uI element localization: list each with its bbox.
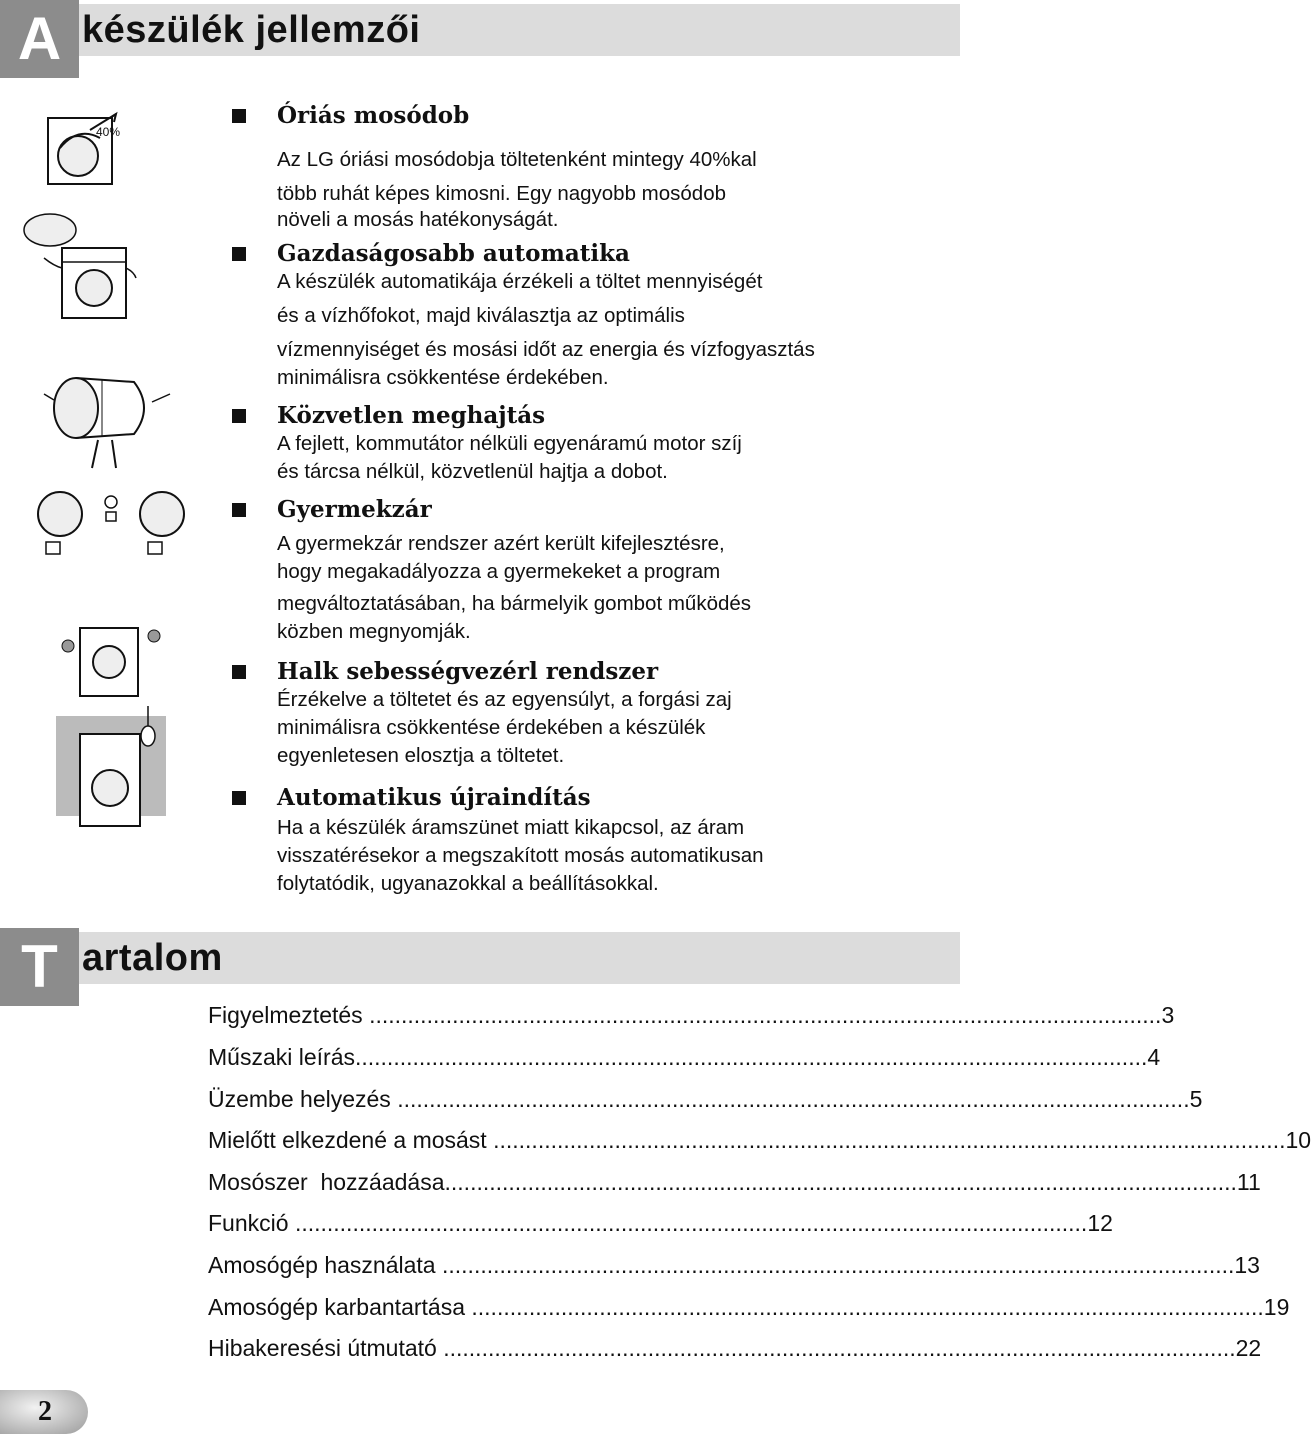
toc-label: Amosógép karbantartása (208, 1294, 472, 1320)
feature-description: és a vízhőfokot, majd kiválasztja az optimális (277, 304, 685, 327)
toc-page-number: 10 (1285, 1127, 1311, 1153)
feature-title: Gazdaságosabb automatika (277, 240, 630, 267)
toc-label: Figyelmeztetés (208, 1002, 370, 1028)
toc-leader-dots: ............................................................................................................................ (397, 1086, 1190, 1112)
header-initial-letter: A (0, 0, 79, 78)
feature-description: visszatérésekor a megszakított mosás automatikusan (277, 844, 764, 867)
toc-entry[interactable] (208, 1123, 1311, 1157)
feature-description: növeli a mosás hatékonyságát. (277, 208, 559, 231)
feature-description: egyenletesen elosztja a töltetet. (277, 744, 565, 767)
toc-entry[interactable] (208, 1206, 1113, 1240)
toc-leader-dots: ............................................................................................................................ (444, 1169, 1237, 1195)
toc-label: Mielőtt elkezdené a mosást (208, 1127, 494, 1153)
toc-entry[interactable] (208, 1082, 1203, 1116)
feature-title: Automatikus újraindítás (277, 784, 591, 811)
toc-leader-dots: ............................................................................................................................ (294, 1210, 1088, 1236)
section-title: készülék jellemzői (82, 9, 421, 51)
toc-leader-dots: ............................................................................................................................ (442, 1252, 1235, 1278)
feature-description: vízmennyiséget és mosási időt az energia és vízfogyasztás (277, 338, 815, 361)
toc-entry[interactable] (208, 1165, 1261, 1199)
toc-page-number: 22 (1235, 1335, 1262, 1361)
restart-illustration (52, 706, 172, 830)
toc-page-number: 4 (1147, 1044, 1161, 1070)
toc-label: Műszaki leírás (208, 1044, 355, 1070)
feature-description: minimálisra csökkentése érdekében a készülék (277, 716, 706, 739)
bullet-square-icon (232, 109, 246, 123)
capacity-label: 40% (96, 125, 121, 139)
bullet-square-icon (232, 247, 246, 261)
toc-entry[interactable] (208, 1290, 1290, 1324)
feature-title: Halk sebességvezérl rendszer (277, 658, 659, 685)
section-header-features (0, 0, 960, 78)
child-lock-illustration (36, 490, 188, 562)
toc-label: Mosószer hozzáadása (208, 1169, 445, 1195)
toc-leader-dots: ............................................................................................................................ (443, 1335, 1236, 1361)
feature-description: minimálisra csökkentése érdekében. (277, 366, 609, 389)
toc-leader-dots: ............................................................................................................................ (471, 1294, 1264, 1320)
toc-leader-dots: ............................................................................................................................ (369, 1002, 1162, 1028)
toc-page-number: 13 (1234, 1252, 1260, 1278)
bullet-square-icon (232, 791, 246, 805)
toc-leader-dots: ............................................................................................................................ (493, 1127, 1286, 1153)
toc-label: Hibakeresési útmutató (208, 1335, 444, 1361)
feature-description: hogy megakadályozza a gyermekeket a program (277, 560, 721, 583)
toc-entry[interactable] (208, 1040, 1161, 1074)
bullet-square-icon (232, 665, 246, 679)
quiet-illustration (58, 618, 166, 700)
toc-entry[interactable] (208, 998, 1175, 1032)
feature-title: Gyermekzár (277, 496, 432, 523)
big-drum-illustration (40, 108, 130, 190)
toc-page-number: 3 (1161, 1002, 1175, 1028)
feature-description: A készülék automatikája érzékeli a töltet mennyiségét (277, 270, 763, 293)
toc-label: Üzembe helyezés (208, 1086, 398, 1112)
feature-description: közben megnyomják. (277, 620, 471, 643)
toc-label: Amosógép használata (208, 1252, 442, 1278)
feature-title: Közvetlen meghajtás (277, 402, 546, 429)
feature-description: Ha a készülék áramszünet miatt kikapcsol, az áram (277, 816, 745, 839)
feature-description: több ruhát képes kimosni. Egy nagyobb mosódob (277, 182, 726, 205)
toc-entry[interactable] (208, 1248, 1260, 1282)
toc-page-number: 5 (1189, 1086, 1203, 1112)
feature-title: Óriás mosódob (277, 102, 470, 129)
toc-entry[interactable] (208, 1331, 1262, 1365)
header-initial-letter: T (0, 928, 79, 1006)
feature-description: megváltoztatásában, ha bármelyik gombot működés (277, 592, 752, 615)
toc-page-number: 19 (1263, 1294, 1290, 1320)
feature-description: A gyermekzár rendszer azért került kifejlesztésre, (277, 532, 725, 555)
bullet-square-icon (232, 503, 246, 517)
direct-drive-illustration (42, 368, 174, 474)
toc-page-number: 11 (1236, 1169, 1261, 1195)
page-number: 2 (38, 1396, 52, 1427)
page-number-tab (0, 1390, 88, 1434)
feature-description: Az LG óriási mosódobja töltetenként mintegy 40%kal (277, 148, 757, 171)
feature-description: A fejlett, kommutátor nélküli egyenáramú motor szíj (277, 432, 742, 455)
bullet-square-icon (232, 409, 246, 423)
toc-page-number: 12 (1087, 1210, 1113, 1236)
automatic-illustration (14, 206, 140, 324)
feature-description: folytatódik, ugyanazokkal a beállításokkal. (277, 872, 659, 895)
toc-label: Funkció (208, 1210, 295, 1236)
section-title: artalom (82, 937, 223, 979)
toc-leader-dots: ............................................................................................................................ (354, 1044, 1148, 1070)
feature-description: és tárcsa nélkül, közvetlenül hajtja a dobot. (277, 460, 668, 483)
feature-description: Érzékelve a töltetet és az egyensúlyt, a forgási zaj (277, 688, 732, 711)
section-header-contents (0, 928, 960, 1006)
